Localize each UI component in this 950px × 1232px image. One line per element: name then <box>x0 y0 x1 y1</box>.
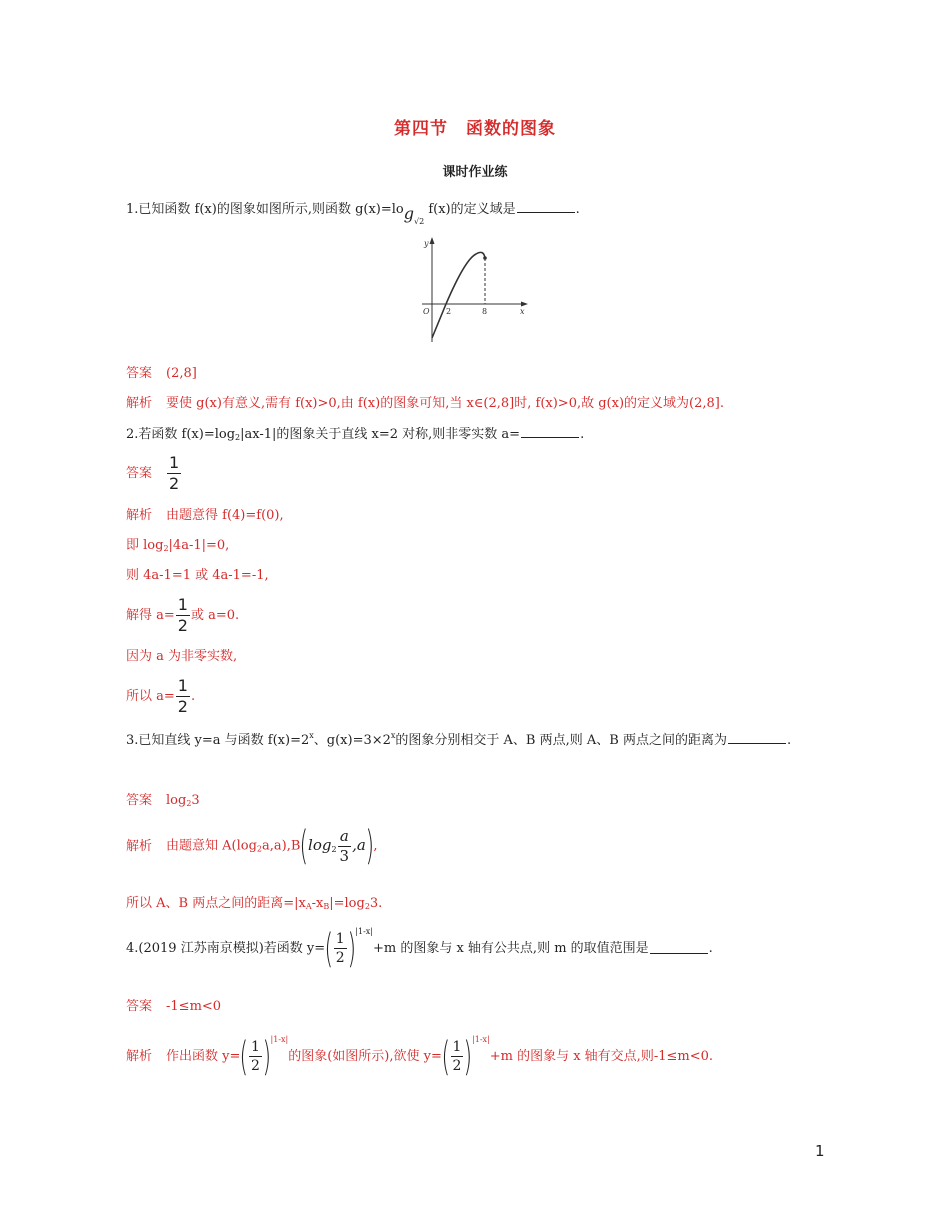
right-paren: ) <box>463 1033 473 1080</box>
right-paren: ) <box>365 823 374 869</box>
left-paren: ( <box>324 925 334 972</box>
right-paren: ) <box>262 1033 272 1080</box>
page-title: 第四节 函数的图象 <box>394 119 556 139</box>
q2-analysis-line-3: 则 4a-1=1 或 4a-1=-1, <box>126 568 269 583</box>
x-axis-label: x <box>520 307 525 316</box>
answer-blank[interactable] <box>650 943 708 954</box>
question-4: 4.(2019 江苏南京模拟)若函数 y=( $\frac{1}{2}$ )$^{|1-x|}$+m 的图象与 x 轴有公共点,则 m 的取值范围是 . <box>126 925 713 972</box>
q2-analysis-line-5: 因为 a 为非零实数, <box>126 649 238 664</box>
left-paren: ( <box>239 1033 249 1080</box>
fraction: $\frac{1}{2}$ <box>177 595 188 635</box>
q2-answer: 答案 $\frac{1}{2}$ <box>126 453 180 493</box>
tick-label-8: 8 <box>482 307 488 316</box>
tick-label-2: 2 <box>446 307 452 316</box>
q2-analysis-line-6: 所以 a= $\frac{1}{2}$ . <box>126 676 196 716</box>
q3-analysis-line-1: 解析 由题意知 $A(\log_2a,a),B(\log_2$ $\frac{a}{3}$ ,a), <box>126 823 378 869</box>
fraction: $\frac{1}{2}$ <box>335 931 345 966</box>
q2-analysis-line-2: 即 $\log_2|4a-1|=0$, <box>126 538 230 553</box>
answer-blank[interactable] <box>517 202 575 213</box>
fraction: $\frac{1}{2}$ <box>251 1039 260 1074</box>
q3-analysis-line-2: 所以 A、B 两点之间的距离$=|x_A-x_B|=\log_23$. <box>126 896 383 911</box>
left-paren: ( <box>441 1033 450 1080</box>
q2-analysis-line-4: 解得 a= $\frac{1}{2}$ 或 a=0. <box>126 595 240 635</box>
question-1: 1.已知函数 f(x)的图象如图所示,则函数 $g(x)=\log_{√2}$ f(x)的定义域是 . <box>126 202 580 226</box>
fraction: $\frac{a}{3}$ <box>339 826 350 865</box>
question-3: 3.已知直线 y=a 与函数 $f(x)=2^x$、$g(x)=3\times 2^x$的图象分别相交于 A、B 两点,则 A、B 两点之间的距离为 . <box>126 731 792 748</box>
answer-blank[interactable] <box>521 427 579 438</box>
right-paren: ) <box>347 925 356 972</box>
answer-blank[interactable] <box>728 733 786 744</box>
q4-answer: 答案 -1≤m<0 <box>126 999 222 1014</box>
q4-analysis: 解析 作出函数 y=( $\frac{1}{2}$ )$^{|1-x|}$的图象(如图所示),欲使 y=( $\frac{1}{2}$ )$^{|1-x|}$+m 的图象与 x 轴有交点,则-1≤m<0. <box>126 1033 713 1080</box>
fraction: $\frac{1}{2}$ <box>452 1039 462 1074</box>
origin-label: O <box>423 307 430 316</box>
left-paren: ( <box>299 823 309 869</box>
q2-analysis-line-1: 解析 由题意得 f(4)=f(0), <box>126 508 284 523</box>
function-graph <box>418 236 530 342</box>
page-number: 1 <box>815 1142 825 1160</box>
fraction: $\frac{1}{2}$ <box>177 676 188 716</box>
page-subtitle: 课时作业练 <box>442 165 508 180</box>
fraction: $\frac{1}{2}$ <box>169 453 180 493</box>
question-2: 2.若函数 $f(x)=\log_2|ax-1|$的图象关于直线 x=2 对称,则非零实数 a= . <box>126 427 585 442</box>
q3-answer: 答案 $\log_23$ <box>126 793 200 808</box>
y-axis-label: y <box>424 239 429 248</box>
q1-answer: 答案 (2,8] <box>126 366 197 381</box>
q1-analysis: 解析 要使 g(x)有意义,需有 f(x)>0,由 f(x)的图象可知,当 x∈(2,8]时, f(x)>0,故 g(x)的定义域为(2,8]. <box>126 396 724 411</box>
